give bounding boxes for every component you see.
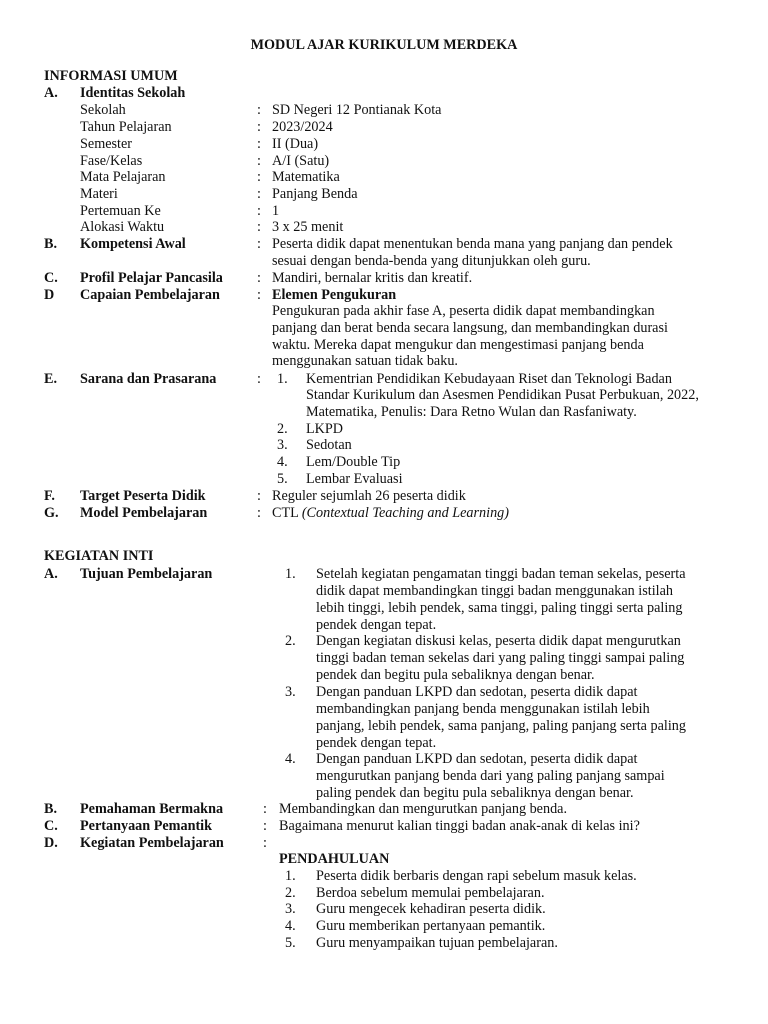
section-label-pertanyaan: Pertanyaan Pemantik xyxy=(80,818,213,834)
list-item: Berdoa sebelum memulai pembelajaran. xyxy=(316,885,545,901)
colon: : xyxy=(257,270,261,286)
section-label-capaian: Capaian Pembelajaran xyxy=(80,287,220,303)
section-letter-d: D. xyxy=(44,835,58,851)
colon: : xyxy=(257,505,261,521)
list-number: 3. xyxy=(285,901,296,917)
list-item-line: pendek dengan tepat. xyxy=(316,735,437,751)
colon: : xyxy=(257,371,261,387)
list-item-line: Setelah kegiatan pengamatan tinggi badan teman sekelas, peserta xyxy=(316,566,686,582)
list-item: Guru menyampaikan tujuan pembelajaran. xyxy=(316,935,558,951)
section-letter-c: C. xyxy=(44,270,58,286)
identity-value: 3 x 25 menit xyxy=(272,219,344,235)
list-item: Guru memberikan pertanyaan pemantik. xyxy=(316,918,546,934)
list-number: 2. xyxy=(277,421,288,437)
colon: : xyxy=(257,169,261,185)
list-item-line: Lembar Evaluasi xyxy=(306,471,403,487)
kompetensi-awal-line: Peserta didik dapat menentukan benda mana yang panjang dan pendek xyxy=(272,236,673,252)
identity-value: A/I (Satu) xyxy=(272,153,330,169)
colon: : xyxy=(263,801,267,817)
identity-label: Sekolah xyxy=(80,102,126,118)
identity-label: Materi xyxy=(80,186,118,202)
colon: : xyxy=(257,488,261,504)
pemahaman-value: Membandingkan dan mengurutkan panjang benda. xyxy=(279,801,568,817)
list-item-line: Lem/Double Tip xyxy=(306,454,401,470)
identity-label: Pertemuan Ke xyxy=(80,203,161,219)
list-item-line: Matematika, Penulis: Dara Retno Wulan dan Rasfaniwaty. xyxy=(306,404,637,420)
list-item: Guru mengecek kehadiran peserta didik. xyxy=(316,901,546,917)
section-label-sarana: Sarana dan Prasarana xyxy=(80,371,217,387)
list-item-line: pendek dan begitu pula sebaliknya dengan benar. xyxy=(316,667,595,683)
section-letter-f: F. xyxy=(44,488,55,504)
colon: : xyxy=(257,219,261,235)
identity-label: Fase/Kelas xyxy=(80,153,143,169)
section-letter-g: G. xyxy=(44,505,59,521)
section-label-kegiatan: Kegiatan Pembelajaran xyxy=(80,835,224,851)
section-letter-a: A. xyxy=(44,566,58,582)
list-item-line: Kementrian Pendidikan Kebudayaan Riset dan Teknologi Badan xyxy=(306,371,672,387)
list-number: 3. xyxy=(277,437,288,453)
identity-value: SD Negeri 12 Pontianak Kota xyxy=(272,102,442,118)
target-value: Reguler sejumlah 26 peserta didik xyxy=(272,488,466,504)
colon: : xyxy=(263,835,267,851)
section-label-profil-pelajar: Profil Pelajar Pancasila xyxy=(80,270,223,286)
model-value xyxy=(272,505,509,522)
list-item-line: LKPD xyxy=(306,421,344,437)
capaian-heading: Elemen Pengukuran xyxy=(272,287,397,303)
list-item-line: didik dapat membandingkan tinggi badan menggunakan istilah xyxy=(316,583,673,599)
colon: : xyxy=(257,203,261,219)
pendahuluan-heading: PENDAHULUAN xyxy=(279,851,390,867)
capaian-line: Pengukuran pada akhir fase A, peserta didik dapat membandingkan xyxy=(272,303,655,319)
model-value-plain: CTL xyxy=(272,505,302,521)
list-number: 5. xyxy=(285,935,296,951)
identity-label: Alokasi Waktu xyxy=(80,219,165,235)
section-label-target: Target Peserta Didik xyxy=(80,488,206,504)
list-item-line: Dengan kegiatan diskusi kelas, peserta didik dapat mengurutkan xyxy=(316,633,681,649)
list-number: 2. xyxy=(285,885,296,901)
identity-label: Tahun Pelajaran xyxy=(80,119,172,135)
list-item-line: membandingkan panjang benda menggunakan istilah lebih xyxy=(316,701,650,717)
profil-pelajar-value: Mandiri, bernalar kritis dan kreatif. xyxy=(272,270,473,286)
colon: : xyxy=(257,287,261,303)
section-letter-e: E. xyxy=(44,371,58,387)
identity-value: Panjang Benda xyxy=(272,186,358,202)
list-item-line: Standar Kurikulum dan Asesmen Pendidikan Pusat Perbukuan, 2022, xyxy=(306,387,699,403)
list-item-line: Dengan panduan LKPD dan sedotan, peserta didik dapat xyxy=(316,751,638,767)
list-item-line: panjang, lebih pendek, sama panjang, paling panjang serta paling xyxy=(316,718,686,734)
section-letter-d: D xyxy=(44,287,55,303)
list-number: 5. xyxy=(277,471,288,487)
section-letter-b: B. xyxy=(44,801,58,817)
list-number: 4. xyxy=(285,751,296,767)
identity-value: 2023/2024 xyxy=(272,119,333,135)
list-item-line: paling pendek dan begitu pula sebaliknya dengan benar. xyxy=(316,785,634,801)
list-number: 2. xyxy=(285,633,296,649)
list-number: 1. xyxy=(277,371,288,387)
section-letter-a: A. xyxy=(44,85,58,101)
section-label-model: Model Pembelajaran xyxy=(80,505,208,521)
colon: : xyxy=(257,186,261,202)
capaian-line: panjang dan berat benda secara langsung, dan membandingkan durasi xyxy=(272,320,668,336)
identity-value: 1 xyxy=(272,203,280,219)
list-item-line: Sedotan xyxy=(306,437,352,453)
list-number: 4. xyxy=(285,918,296,934)
capaian-line: waktu. Mereka dapat mengukur dan mengestimasi panjang benda xyxy=(272,337,644,353)
section-label-tujuan: Tujuan Pembelajaran xyxy=(80,566,213,582)
identity-value: Matematika xyxy=(272,169,340,185)
kompetensi-awal-line: sesuai dengan benda-benda yang ditunjukkan oleh guru. xyxy=(272,253,591,269)
identity-label: Semester xyxy=(80,136,133,152)
list-number: 1. xyxy=(285,566,296,582)
list-item: Peserta didik berbaris dengan rapi sebelum masuk kelas. xyxy=(316,868,637,884)
list-number: 3. xyxy=(285,684,296,700)
identity-value: II (Dua) xyxy=(272,136,319,152)
section-label-pemahaman: Pemahaman Bermakna xyxy=(80,801,224,817)
section-header-kegiatan-inti: KEGIATAN INTI xyxy=(44,548,154,564)
section-label-identitas-sekolah: Identitas Sekolah xyxy=(80,85,186,101)
section-header-informasi-umum: INFORMASI UMUM xyxy=(44,68,178,84)
colon: : xyxy=(257,136,261,152)
list-item-line: Dengan panduan LKPD dan sedotan, peserta didik dapat xyxy=(316,684,638,700)
capaian-line: menggunakan satuan tidak baku. xyxy=(272,353,458,369)
list-item-line: pendek dengan tepat. xyxy=(316,617,437,633)
model-value-italic: (Contextual Teaching and Learning) xyxy=(301,505,509,521)
identity-label: Mata Pelajaran xyxy=(80,169,166,185)
section-letter-c: C. xyxy=(44,818,58,834)
list-item-line: mengurutkan panjang benda dari yang paling panjang sampai xyxy=(316,768,665,784)
list-number: 4. xyxy=(277,454,288,470)
section-letter-b: B. xyxy=(44,236,58,252)
document-title: MODUL AJAR KURIKULUM MERDEKA xyxy=(250,37,518,53)
colon: : xyxy=(257,102,261,118)
colon: : xyxy=(257,119,261,135)
colon: : xyxy=(257,153,261,169)
colon: : xyxy=(263,818,267,834)
list-number: 1. xyxy=(285,868,296,884)
list-item-line: lebih tinggi, lebih pendek, sama tinggi, paling tinggi serta paling xyxy=(316,600,683,616)
section-label-kompetensi-awal: Kompetensi Awal xyxy=(80,236,186,252)
colon: : xyxy=(257,236,261,252)
list-item-line: tinggi badan teman sekelas dari yang paling tinggi sampai paling xyxy=(316,650,685,666)
pertanyaan-value: Bagaimana menurut kalian tinggi badan anak-anak di kelas ini? xyxy=(279,818,640,834)
